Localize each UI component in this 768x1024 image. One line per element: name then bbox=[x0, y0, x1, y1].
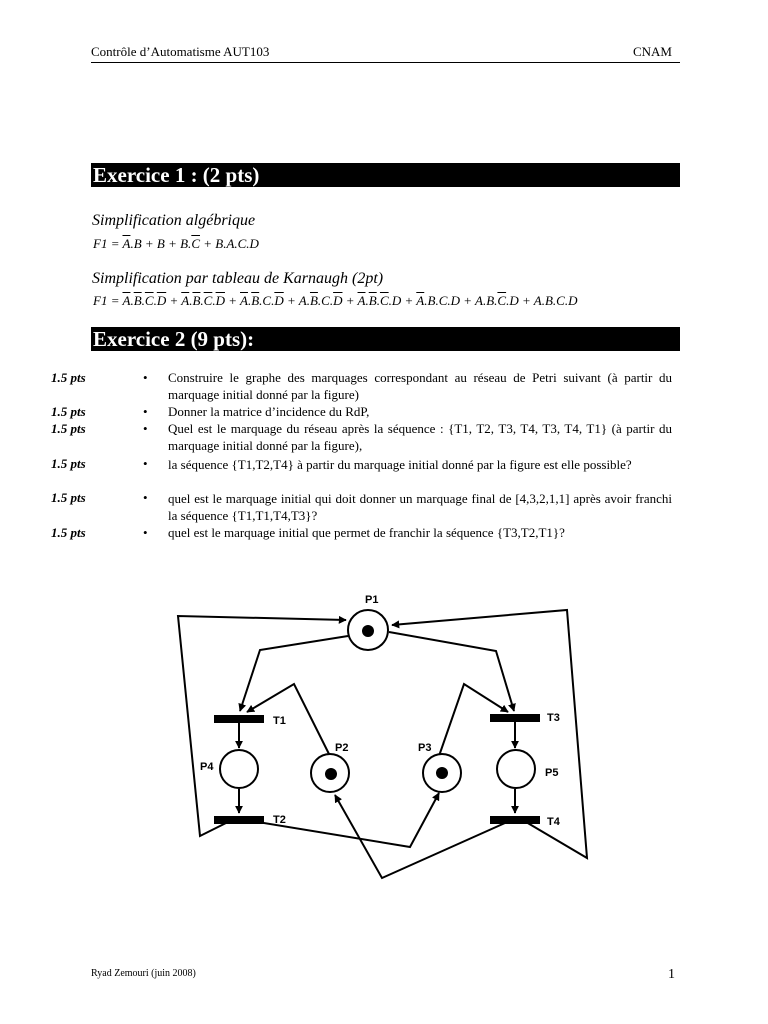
token-p1 bbox=[362, 625, 374, 637]
bullet-icon: • bbox=[143, 456, 148, 471]
label-t2: T2 bbox=[273, 814, 286, 826]
place-p4 bbox=[220, 750, 258, 788]
label-p5: P5 bbox=[545, 767, 559, 779]
place-p5 bbox=[497, 750, 535, 788]
exercise-1-title: Exercice 1 : (2 pts) bbox=[91, 163, 680, 187]
question-points: 1.5 pts bbox=[51, 421, 86, 436]
bullet-icon: • bbox=[143, 490, 148, 505]
token-p2 bbox=[325, 768, 337, 780]
question-text: Construire le graphe des marquages correspondant au réseau de Petri suivant (à partir du marquage initial donné par la figure) bbox=[168, 370, 672, 402]
transition-t4 bbox=[490, 816, 540, 824]
arc-t4-p2 bbox=[335, 795, 505, 878]
question-points: 1.5 pts bbox=[51, 456, 86, 471]
label-t1: T1 bbox=[273, 715, 286, 727]
question-text: quel est le marquage initial qui doit donner un marquage final de [4,3,2,1,1] après avoir franchi la séquence {T1,T1,T4,T3}? bbox=[168, 491, 672, 523]
arc-p1-t1 bbox=[240, 636, 348, 711]
question-text: quel est le marquage initial que permet de franchir la séquence {T3,T2,T1}? bbox=[168, 525, 565, 540]
bullet-icon: • bbox=[143, 421, 148, 436]
question-points: 1.5 pts bbox=[51, 525, 86, 540]
question-points: 1.5 pts bbox=[51, 370, 86, 385]
question-text: la séquence {T1,T2,T4} à partir du marquage initial donné par la figure est elle possible? bbox=[168, 457, 632, 472]
question-points: 1.5 pts bbox=[51, 404, 86, 419]
bullet-icon: • bbox=[143, 404, 148, 419]
transition-t1 bbox=[214, 715, 264, 723]
page-header bbox=[91, 42, 680, 63]
transition-t3 bbox=[490, 714, 540, 722]
transition-t2 bbox=[214, 816, 264, 824]
bullet-icon: • bbox=[143, 370, 148, 385]
question-text: Donner la matrice d’incidence du RdP, bbox=[168, 404, 370, 419]
exercise-1-subtitle-karnaugh: Simplification par tableau de Karnaugh (2pt) bbox=[92, 270, 384, 287]
label-p1: P1 bbox=[365, 594, 379, 606]
header-institution: CNAM bbox=[632, 44, 672, 59]
header-course: Contrôle d’Automatisme AUT103 bbox=[91, 44, 270, 59]
label-p2: P2 bbox=[335, 742, 349, 754]
token-p3 bbox=[436, 767, 448, 779]
petri-net-diagram bbox=[0, 580, 768, 900]
question-text: Quel est le marquage du réseau après la séquence : {T1, T2, T3, T4, T3, T4, T1} (à partir du marquage initial donné par la figure), bbox=[168, 421, 672, 453]
label-t4: T4 bbox=[547, 816, 560, 828]
bullet-icon: • bbox=[143, 525, 148, 540]
formula-f1-karnaugh: $F1 = \overline{A}.\overline{B}.\overline{C}.\overline{D} + \overline{A}.\overline{B}.\overline{C}.\overline{D} + \overline{A}.\overline{B}.C.\overline{D} + A.\overline{B}.C.\overline{D} + \overline{A}.\overline{B}.\overline{C}.D + \overline{A}.B.C.D + A.B.\overline{C}.D + A.B.C.D$ bbox=[93, 293, 578, 308]
label-p3: P3 bbox=[418, 742, 432, 754]
exercise-2-title: Exercice 2 (9 pts): bbox=[91, 327, 680, 351]
footer-author: Ryad Zemouri (juin 2008) bbox=[91, 968, 196, 979]
exercise-1-subtitle-algebraic: Simplification algébrique bbox=[92, 212, 256, 229]
question-points: 1.5 pts bbox=[51, 490, 86, 505]
label-p4: P4 bbox=[200, 761, 214, 773]
page-number: 1 bbox=[668, 967, 675, 982]
label-t3: T3 bbox=[547, 712, 560, 724]
arc-p1-t3 bbox=[389, 632, 514, 711]
formula-f1-algebraic: $F1 = \overline{A}.B + B + B.\overline{C} + B.A.C.D$ bbox=[93, 236, 259, 251]
